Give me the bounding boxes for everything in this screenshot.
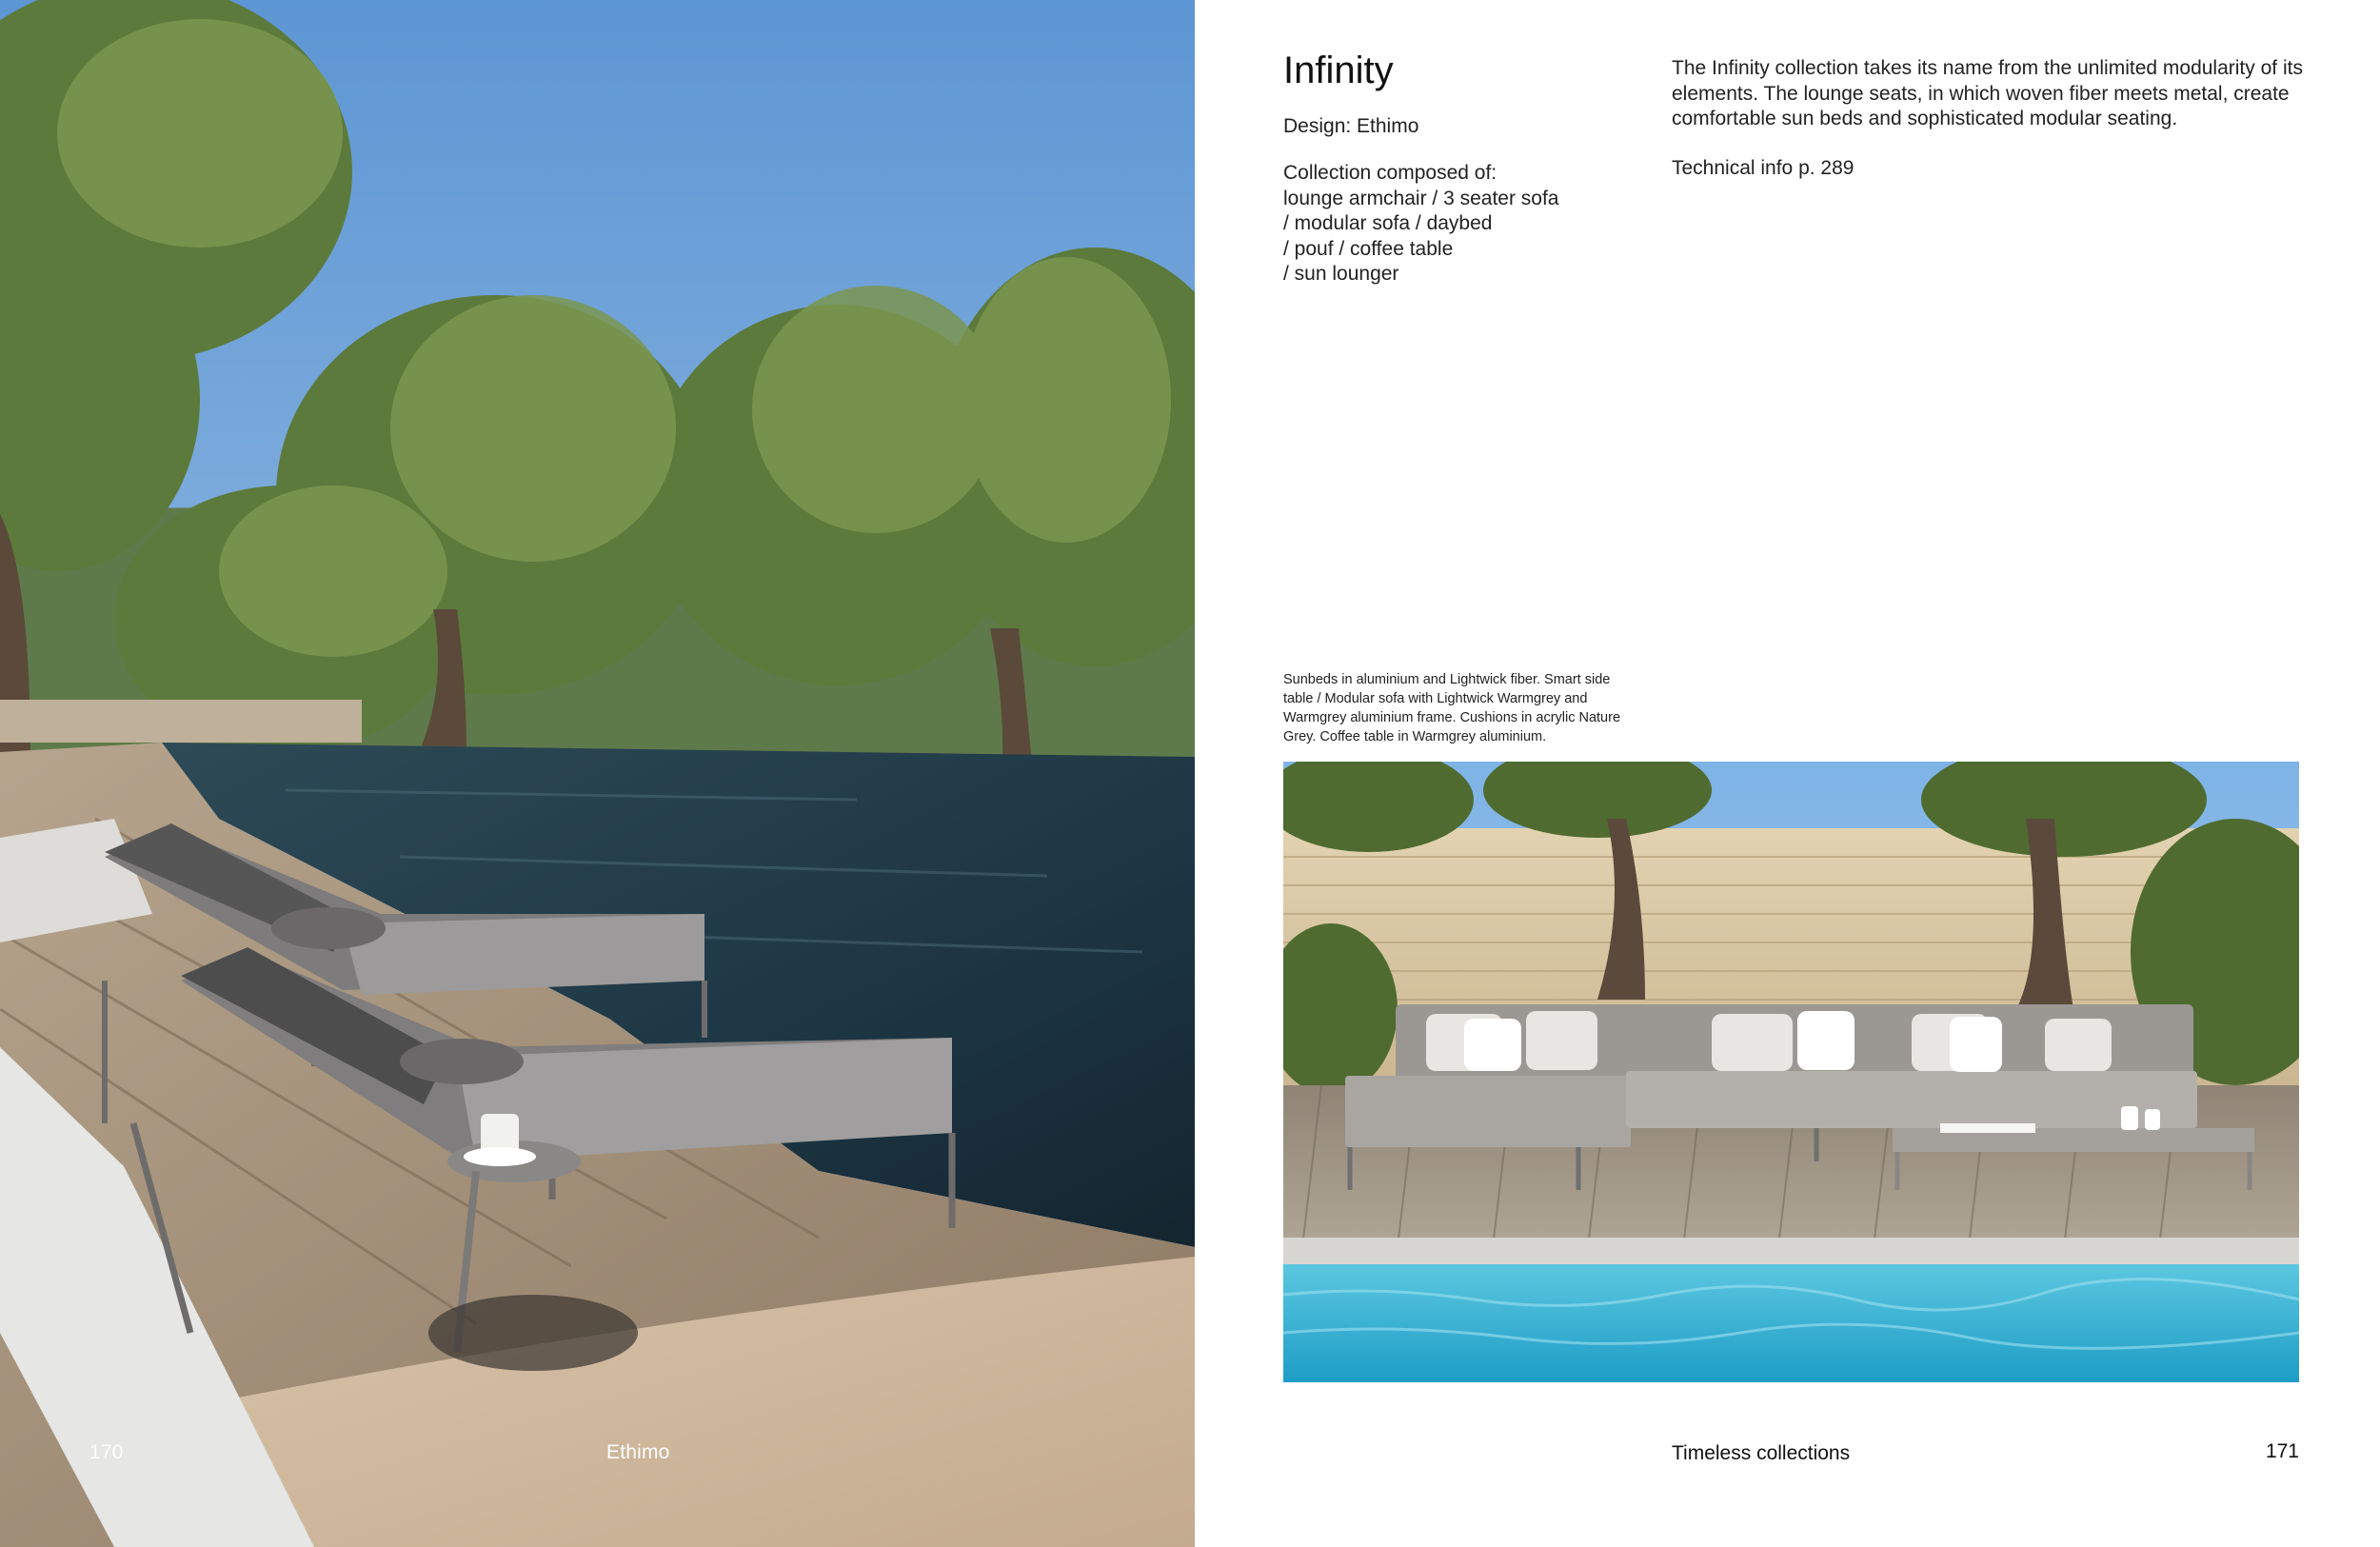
caption-line: table / Modular sofa with Lightwick Warmgrey and: [1283, 691, 1588, 706]
collection-composition: [1283, 161, 1645, 288]
description-line: elements. The lounge seats, in which woven fiber meets metal, create: [1672, 82, 2290, 105]
composition-line: / sun lounger: [1283, 263, 1399, 285]
photo-caption: [1283, 670, 1664, 746]
caption-line: Warmgrey aluminium frame. Cushions in acrylic Nature: [1283, 710, 1621, 725]
footer-section-title: Timeless collections: [1672, 1442, 1851, 1464]
description-line: comfortable sun beds and sophisticated modular seating.: [1672, 108, 2178, 129]
collection-title: Infinity: [1283, 50, 1394, 91]
modular-sofa-pool-image: [1283, 762, 2299, 1382]
right-page-photo: [1283, 762, 2299, 1382]
left-page-brand: Ethimo: [606, 1441, 670, 1463]
right-page-number: 171: [2265, 1440, 2299, 1462]
composition-line: / modular sofa / daybed: [1283, 212, 1493, 234]
description-line: The Infinity collection takes its name from the unlimited modularity of its: [1672, 57, 2303, 79]
caption-line: Grey. Coffee table in Warmgrey aluminium.: [1283, 729, 1547, 744]
caption-line: Sunbeds in aluminium and Lightwick fiber. Smart side: [1283, 672, 1611, 687]
left-page-number: 170: [89, 1441, 124, 1463]
collection-description: [1672, 56, 2319, 132]
composition-line: Collection composed of:: [1283, 162, 1497, 184]
composition-line: lounge armchair / 3 seater sofa: [1283, 187, 1559, 209]
technical-info-reference: Technical info p. 289: [1672, 157, 1854, 179]
composition-line: / pouf / coffee table: [1283, 237, 1454, 260]
designer-credit: Design: Ethimo: [1283, 115, 1419, 137]
